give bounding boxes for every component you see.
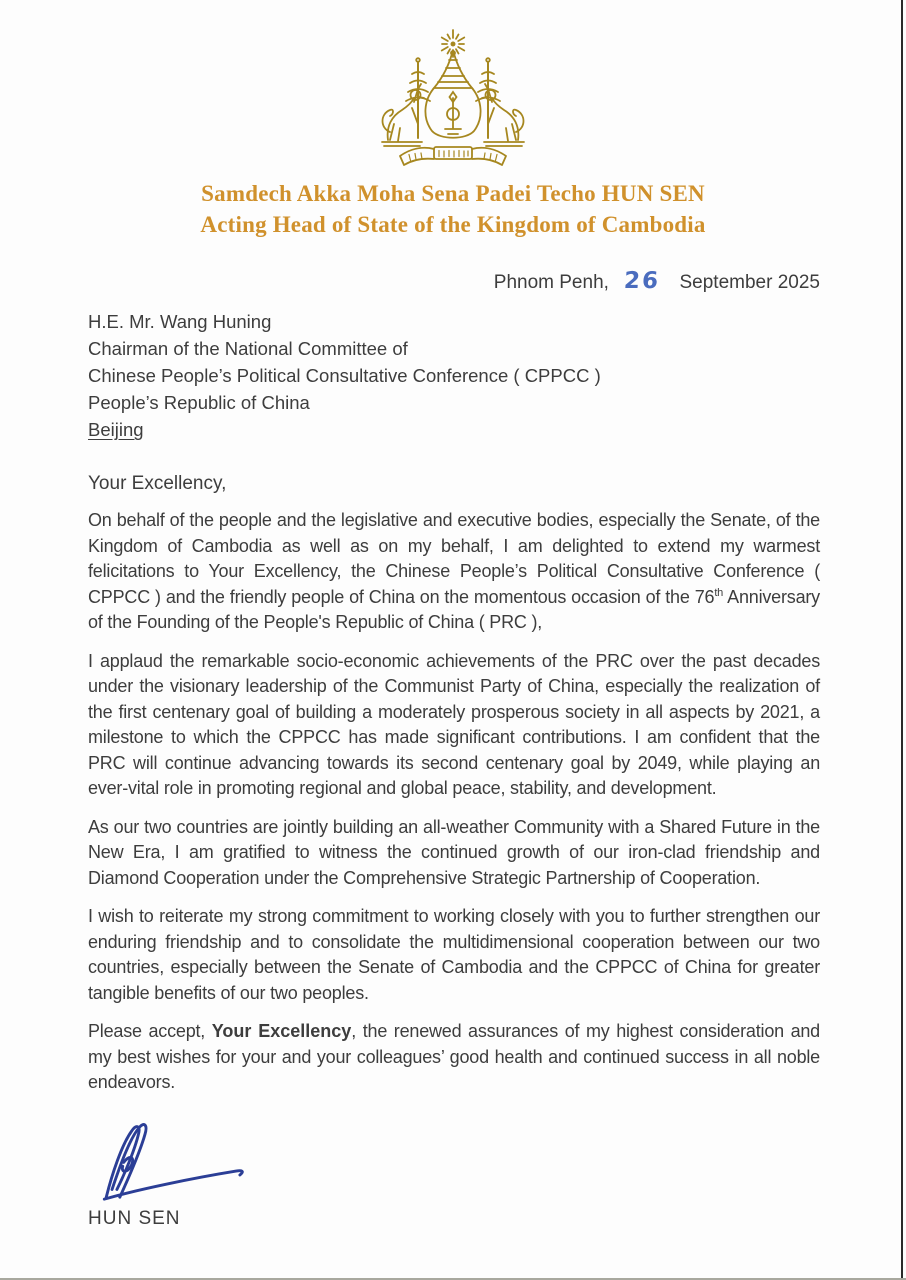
recipient-country: People’s Republic of China	[88, 392, 310, 413]
dateline-monthyear: September 2025	[679, 272, 820, 293]
paragraph-1	[88, 508, 820, 636]
recipient-title-line1: Chairman of the National Committee of	[88, 338, 408, 359]
paragraph-4: I wish to reiterate my strong commitment to working closely with you to further strengthen our enduring friendship and to consolidate the multidimensional cooperation between our two countries, especially between the Senate of Cambodia and the CPPCC of China for greater tangible benefits of our two peoples.	[88, 906, 820, 1003]
paragraph-5	[88, 1019, 820, 1096]
paragraph-5-text: Please accept,	[88, 1021, 212, 1041]
recipient-city: Beijing	[88, 419, 144, 440]
recipient-block	[88, 308, 820, 443]
royal-arms-of-cambodia-icon	[368, 28, 538, 168]
recipient-title-line2: Chinese People’s Political Consultative Conference ( CPPCC )	[88, 365, 601, 386]
paragraph-5-tail: , the renewed assurances of my highest consideration and my best wishes for your and your colleagues’ good health and continued success in all noble endeavors.	[88, 1021, 820, 1092]
handwritten-signature	[90, 1112, 260, 1204]
letterhead	[0, 178, 906, 240]
signer-name: HUN SEN	[88, 1207, 181, 1229]
scan-edge-right	[901, 0, 903, 1280]
recipient-name: H.E. Mr. Wang Huning	[88, 311, 272, 332]
paragraph-1-tail: Anniversary of the Founding of the People's Republic of China ( PRC ),	[88, 586, 820, 632]
ordinal-superscript: th	[714, 586, 724, 599]
paragraph-5-emphasis: Your Excellency	[211, 1021, 352, 1041]
signature-block	[88, 1112, 820, 1230]
handwritten-day: 26	[623, 268, 662, 294]
paragraph-3: As our two countries are jointly building an all-weather Community with a Shared Future in the New Era, I am gratified to witness the continued growth of our iron-clad friendship and Diamond Cooperation under the Comprehensive Strategic Partnership of Cooperation.	[88, 816, 820, 888]
paragraph-1-text: On behalf of the people and the legislative and executive bodies, especially the Senate, of the Kingdom of Cambodia as well as on my behalf, I am delighted to extend my warmest felicitations to Your Excellency, the Chinese People’s Political Consultative Conference ( CPPCC ) and the friendly people of China on the momentous occasion of the 76	[88, 510, 820, 607]
salutation: Your Excellency,	[88, 473, 227, 494]
dateline	[88, 266, 820, 298]
dateline-place: Phnom Penh,	[493, 272, 609, 293]
sender-name: Samdech Akka Moha Sena Padei Techo HUN SEN	[201, 181, 705, 206]
sender-title: Acting Head of State of the Kingdom of Cambodia	[200, 212, 706, 237]
paragraph-2: I applaud the remarkable socio-economic achievements of the PRC over the past decades under the visionary leadership of the Communist Party of China, especially the realization of the first centenary goal of building a moderately prosperous society in all aspects by 2021, a milestone to which the CPPCC has made significant contributions. I am confident that the PRC will continue advancing towards its second centenary goal by 2049, while playing an ever-vital role in promoting regional and global peace, stability, and development.	[88, 650, 820, 798]
